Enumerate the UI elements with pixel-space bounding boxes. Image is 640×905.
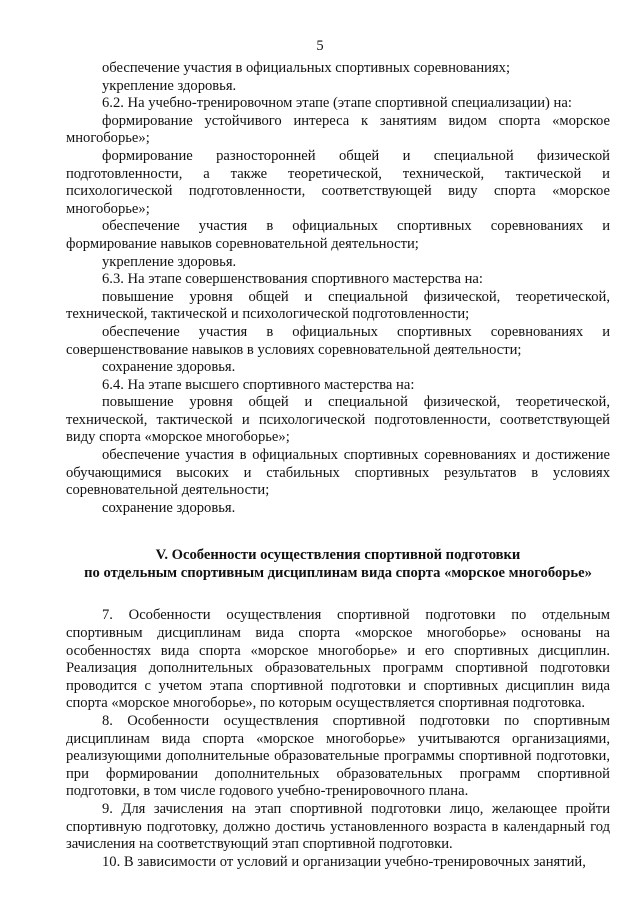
paragraph: повышение уровня общей и специальной физической, теоретической, технической, тактической и психологической подготовленности; xyxy=(66,288,610,323)
paragraph: укрепление здоровья. xyxy=(102,77,237,94)
page-number: 5 xyxy=(316,38,324,54)
paragraph: сохранение здоровья. xyxy=(102,359,236,376)
section-heading xyxy=(66,546,610,582)
paragraph: обеспечение участия в официальных спортивных соревнованиях и достижение обучающимися высоких и стабильных спортивных результатов в условиях соревновательной деятельности; xyxy=(66,447,610,499)
section-heading-line: V. Особенности осуществления спортивной подготовки xyxy=(155,547,521,564)
section-heading-line: по отдельным спортивным дисциплинам вида спорта «морское многоборье» xyxy=(84,565,592,582)
paragraph: сохранение здоровья. xyxy=(102,499,236,516)
paragraph: 9. Для зачисления на этап спортивной подготовки лицо, желающее пройти спортивную подготовку, должно достичь установленного возраста в календарный год зачисления на соответствующий этап спортивной подготовки. xyxy=(66,800,610,853)
paragraph: 6.3. На этапе совершенствования спортивного мастерства на: xyxy=(102,271,483,288)
paragraph: 7. Особенности осуществления спортивной подготовки по отдельным спортивным дисциплинам вида спорта «морское многоборье» основаны на особенностях вида спорта «морское многоборье» и его спортивных дисциплин. Реализация дополнительных образовательных программ спортивной подготовки проводится с учетом этапа спортивной подготовки и спортивных дисциплин вида спорта «морское многоборье», по которым осуществляется спортивная подготовка. xyxy=(66,607,610,712)
paragraph: 8. Особенности осуществления спортивной подготовки по спортивным дисциплинам вида спорта «морское многоборье» учитываются организациями, реализующими дополнительные образовательные программы спортивной подготовки, при формировании дополнительных образовательных программ спортивной подготовки, в том числе годового учебно-тренировочного плана. xyxy=(66,713,610,800)
paragraph: повышение уровня общей и специальной физической, теоретической, технической, тактической и психологической подготовленности, соответствующей виду спорта «морское многоборье»; xyxy=(66,394,610,446)
document-body xyxy=(66,60,610,871)
paragraph: формирование разносторонней общей и специальной физической подготовленности, а также теоретической, технической, тактической и психологической подготовленности, соответствующей виду спорта «морское многоборье»; xyxy=(66,147,610,217)
paragraph: 6.4. На этапе высшего спортивного мастерства на: xyxy=(102,376,415,393)
paragraph: обеспечение участия в официальных спортивных соревнованиях и формирование навыков соревновательной деятельности; xyxy=(66,218,610,252)
paragraph: обеспечение участия в официальных спортивных соревнованиях и совершенствование навыков в условиях соревновательной деятельности; xyxy=(66,323,610,358)
paragraph: формирование устойчивого интереса к занятиям видом спорта «морское многоборье»; xyxy=(66,112,610,147)
paragraph: 6.2. На учебно-тренировочном этапе (этапе спортивной специализации) на: xyxy=(102,95,572,112)
paragraph: 10. В зависимости от условий и организации учебно-тренировочных занятий, xyxy=(102,853,586,870)
paragraph: обеспечение участия в официальных спортивных соревнованиях; xyxy=(102,60,511,76)
paragraph: укрепление здоровья. xyxy=(102,253,237,270)
